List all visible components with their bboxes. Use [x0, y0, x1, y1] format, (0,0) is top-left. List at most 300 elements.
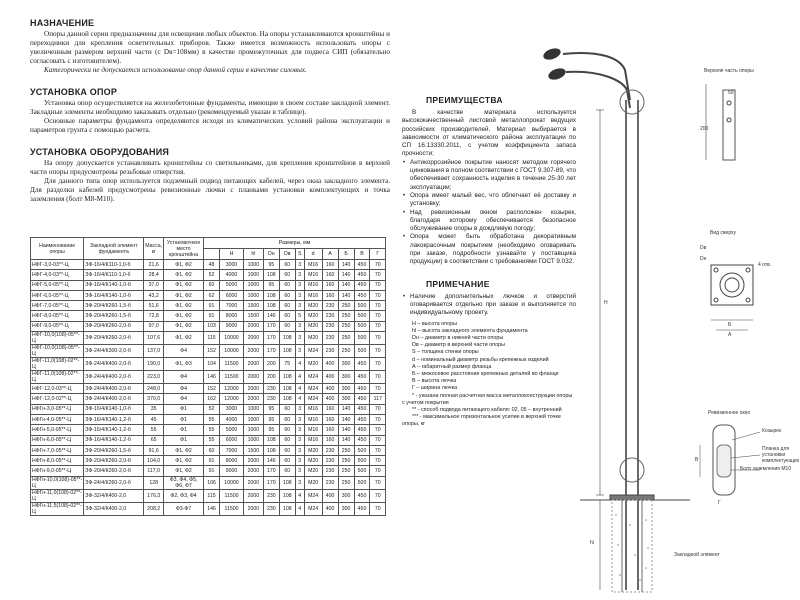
table-cell: 450 [354, 489, 370, 502]
table-row [31, 260, 386, 270]
upper-part-label: Верхняя часть опоры [704, 68, 754, 74]
table-cell: 2000 [243, 358, 263, 371]
table-cell: 2000 [243, 456, 263, 466]
table-cell: 55 [144, 425, 164, 435]
table-row [31, 371, 386, 384]
legend-item: ** - способ подвода питающего кабеля: 02, 05 – внутренний [412, 406, 562, 413]
equipment-paragraph-2: Для данного типа опор используется подземный подвод питающих кабелей, через окна закладного элемента. Для разделки кабелей предусмотрены ревизионные лючки с планками установки комплектующих и точка заземления (болт М8-М10). [30, 177, 390, 203]
table-cell: ЗФ-20/4/К260-2,0-б [84, 321, 144, 331]
table-cell: 140 [338, 404, 354, 414]
table-cell: 37,0 [144, 280, 164, 290]
spec-table-body [31, 260, 386, 516]
dims-header-cell: В [354, 249, 370, 260]
table-cell: 4 [295, 384, 304, 394]
table-row [31, 270, 386, 280]
flange-hole-4 [746, 298, 750, 302]
table-cell: 9000 [220, 466, 244, 476]
table-cell: 400 [322, 489, 338, 502]
table-cell: 95 [263, 404, 279, 414]
table-cell: 370,0 [144, 394, 164, 404]
table-cell: 190,0 [144, 358, 164, 371]
table-cell: М20 [304, 456, 322, 466]
table-cell: 450 [354, 270, 370, 280]
legend-item: H – высота опоры [412, 320, 457, 327]
table-cell: 60 [279, 435, 295, 445]
table-cell: 300 [338, 371, 354, 384]
table-cell: 250 [338, 311, 354, 321]
table-cell: 230 [322, 445, 338, 455]
table-header-embed: Закладной элемент фундамента [84, 238, 144, 260]
table-cell: 450 [354, 404, 370, 414]
table-cell: 35 [144, 404, 164, 414]
table-cell: 152 [204, 384, 220, 394]
table-cell: 170 [263, 476, 279, 489]
legend-item: В – высота лючка [412, 378, 457, 385]
purpose-paragraph: Опоры данной серии предназначены для освещения любых объектов. На опоры устанавливаются кронштейны и переходники для крепления осветительных приборов. Также имеется возможность использовать опоры с увеличенным размером верхней части (с Dв=108мм) в качестве промежуточных для подвеса СИП (обязательно согласовать с изготовителем). [30, 30, 390, 65]
table-cell: 230 [322, 321, 338, 331]
table-cell: 60 [279, 301, 295, 311]
table-header-name: Наименование опоры [31, 238, 84, 260]
table-cell: 48 [204, 260, 220, 270]
table-cell: 3 [295, 476, 304, 489]
notes-bullet: • Наличие дополнительных лючков и отверстий оговаривается отдельно при заказе и выполняется по индивидуальному проекту. [402, 293, 576, 318]
table-cell: 2000 [243, 489, 263, 502]
table-cell: Ф3-Ф7 [164, 502, 204, 515]
top-view-label: Вид сверху [710, 230, 737, 236]
table-cell: Ф1, Ф2 [164, 270, 204, 280]
table-cell: 1000 [243, 404, 263, 414]
table-row [31, 301, 386, 311]
table-cell: ЗФ-16/4/К110-1,0-б [84, 260, 144, 270]
table-cell: 146 [263, 311, 279, 321]
table-cell: НФГ-3,0-03**-Ц [31, 260, 84, 270]
table-cell: ЗФ-20/4/К260-2,0-б [84, 456, 144, 466]
table-row [31, 358, 386, 371]
table-cell: ЗФ-32/4/К400-2,0 [84, 489, 144, 502]
table-cell: 3 [295, 425, 304, 435]
table-cell: 3 [295, 260, 304, 270]
table-header-bracket: Установочное место кронштейна [164, 238, 204, 260]
table-cell: НФГ-10,0(108)-05**-Ц [31, 345, 84, 358]
table-row [31, 290, 386, 300]
table-cell: 60 [279, 280, 295, 290]
table-cell: 60 [279, 466, 295, 476]
table-cell: 450 [354, 414, 370, 424]
table-cell: ЗФ-24/4/К260-2,0-б [84, 476, 144, 489]
table-cell: 60 [279, 425, 295, 435]
legend-item: S – толщина стенки опоры [412, 349, 479, 356]
table-cell: 4000 [220, 270, 244, 280]
dims-header-cell: H [220, 249, 244, 260]
table-cell: 3 [295, 466, 304, 476]
table-cell: 2000 [243, 476, 263, 489]
table-cell: М20 [304, 301, 322, 311]
table-cell: 60 [279, 321, 295, 331]
table-cell: 170 [263, 332, 279, 345]
table-cell: 140 [338, 425, 354, 435]
v-dimension-label: В [695, 457, 699, 463]
table-cell: 146 [263, 456, 279, 466]
table-cell: Ф1 [164, 435, 204, 445]
table-row [31, 384, 386, 394]
table-cell: 70 [370, 489, 386, 502]
table-cell: 450 [354, 358, 370, 371]
table-cell: 3000 [220, 404, 244, 414]
table-cell: 70 [370, 358, 386, 371]
table-cell: 70 [370, 321, 386, 331]
install-paragraph-2: Основные параметры фундамента определяются исходя из климатических условий района эксплуатации и параметров грунта с помощью расчета. [30, 117, 390, 134]
table-cell: 140 [338, 414, 354, 424]
table-cell: 5 [295, 311, 304, 321]
table-cell: Ф2, Ф3, Ф4 [164, 489, 204, 502]
table-cell: ЗФ-24/4/К400-2,0-б [84, 358, 144, 371]
embed-label: Закладной элемент [674, 552, 720, 558]
table-cell: 160 [322, 260, 338, 270]
table-cell: 8000 [220, 311, 244, 321]
table-cell: НФГ-11,0(108)-02**-Ц [31, 371, 84, 384]
table-cell: 223,0 [144, 371, 164, 384]
table-cell: 91 [204, 456, 220, 466]
table-cell: ЗФ-16/4/К140-1,2-б [84, 425, 144, 435]
table-cell: 300 [338, 384, 354, 394]
table-cell: 250 [338, 476, 354, 489]
foundation-block [612, 500, 652, 592]
advantage-item: • Опора имеет малый вес, что облегчает её доставку и установку; [402, 192, 576, 209]
table-cell: 60 [204, 280, 220, 290]
lower-detail-circle [620, 458, 644, 482]
table-header-mass: Масса, кг [144, 238, 164, 260]
table-cell: 108 [279, 332, 295, 345]
table-cell: НФГ-12,0-02**-Ц [31, 394, 84, 404]
table-cell: 55 [204, 425, 220, 435]
table-cell: 500 [354, 345, 370, 358]
flange-inner-circle [725, 278, 739, 292]
table-cell: 450 [354, 502, 370, 515]
dims-header-cell: A [322, 249, 338, 260]
table-cell: М24 [304, 502, 322, 515]
table-cell: 4 [295, 358, 304, 371]
table-cell: 500 [354, 456, 370, 466]
table-cell: 70 [370, 260, 386, 270]
table-cell: 95 [263, 425, 279, 435]
revision-window-opening [717, 445, 731, 477]
table-cell: 137,0 [144, 345, 164, 358]
table-cell: 3 [295, 435, 304, 445]
table-cell: 97,0 [144, 321, 164, 331]
table-cell: НФГн-11,5(108)-02**-Ц [32, 502, 82, 515]
flange-hole-2 [746, 268, 750, 272]
table-cell: ЗФ-20/4/К260-2,0-б [84, 332, 144, 345]
table-cell: 3 [295, 301, 304, 311]
table-cell: 500 [354, 332, 370, 345]
table-cell: НФГн-6,0-05**-Ц [31, 435, 84, 445]
table-cell: 106 [204, 476, 220, 489]
table-cell: Ф4 [164, 384, 204, 394]
table-cell: 230 [263, 394, 279, 404]
table-cell: Ф1, Ф2 [164, 260, 204, 270]
advantages-heading: ПРЕИМУЩЕСТВА [426, 95, 503, 105]
hl-dimension-label: hl [590, 540, 594, 546]
table-cell: 3000 [220, 260, 244, 270]
table-cell: М20 [304, 358, 322, 371]
legend-item: Dв – диаметр в верхней части опоры [412, 342, 505, 349]
table-cell: ЗФ-20/4/К260-2,0-б [84, 466, 144, 476]
table-cell: 70 [370, 414, 386, 424]
table-cell: 230 [263, 502, 279, 515]
table-cell: 4 [295, 371, 304, 384]
table-cell: 152 [204, 345, 220, 358]
table-cell: 450 [354, 371, 370, 384]
dims-header-cell: Г [370, 249, 386, 260]
table-cell: 500 [354, 321, 370, 331]
table-cell: 108 [263, 290, 279, 300]
table-cell: ЗФ-24/4/К300-2,0-б [84, 345, 144, 358]
table-cell: 104,0 [144, 456, 164, 466]
table-cell: 108 [279, 384, 295, 394]
table-cell: 10000 [220, 332, 244, 345]
table-cell: 1000 [243, 414, 263, 424]
table-cell: 160 [322, 404, 338, 414]
table-cell: 300 [338, 394, 354, 404]
table-cell: М16 [304, 425, 322, 435]
table-cell: НФГн-3,0-05**-Ц [31, 404, 84, 414]
table-cell: 1500 [243, 311, 263, 321]
table-cell: 4 [295, 502, 304, 515]
table-cell: Ф1 [164, 404, 204, 414]
table-row [31, 435, 386, 445]
table-cell: Ф3, Ф4, Ф5, Ф6, Ф7 [164, 476, 204, 489]
table-cell: 70 [370, 301, 386, 311]
table-cell: Ф1, Ф2 [164, 321, 204, 331]
visor-label: Козырек [762, 428, 782, 434]
dn-label: Dн [700, 256, 707, 262]
mount-hole-2 [727, 118, 731, 122]
legend-item: d – номинальный диаметр резьбы крепежных изделий [412, 356, 549, 363]
table-cell: 52 [204, 270, 220, 280]
table-cell: 450 [354, 384, 370, 394]
table-cell: М16 [304, 414, 322, 424]
table-cell: 70 [370, 445, 386, 455]
table-cell: НФГ-12,0-03**-Ц [31, 384, 84, 394]
table-cell: 70 [370, 502, 386, 515]
table-cell: 70 [370, 371, 386, 384]
table-cell: 91 [204, 301, 220, 311]
table-cell: 70 [370, 311, 386, 321]
a-dimension-label: А [728, 332, 732, 338]
notes-heading: ПРИМЕЧАНИЕ [426, 278, 490, 289]
table-cell: Ф1, Ф2 [164, 332, 204, 345]
table-cell: 146 [204, 502, 220, 515]
purpose-heading: НАЗНАЧЕНИЕ [30, 18, 95, 28]
table-cell: 3 [295, 456, 304, 466]
table-cell: 2000 [243, 384, 263, 394]
table-cell: 60 [279, 290, 295, 300]
dims-header-cell: S [295, 249, 304, 260]
table-cell: 160 [322, 270, 338, 280]
table-cell: М16 [304, 290, 322, 300]
table-cell: 5000 [220, 425, 244, 435]
table-cell: 250 [338, 332, 354, 345]
table-cell: М16 [304, 270, 322, 280]
table-cell: 146 [204, 371, 220, 384]
table-cell: 21,6 [144, 260, 164, 270]
lamp-upper [542, 46, 562, 62]
table-cell: НФГн-9,0-05**-Ц [31, 466, 84, 476]
table-cell: 400 [322, 502, 338, 515]
table-cell: 3 [295, 321, 304, 331]
upper-arm [563, 53, 630, 100]
table-cell: 2000 [243, 321, 263, 331]
table-cell: 75 [279, 358, 295, 371]
table-cell: 2000 [243, 345, 263, 358]
table-cell: 70 [370, 435, 386, 445]
table-cell: 51,6 [144, 301, 164, 311]
table-cell: Ф1, Ф2 [164, 311, 204, 321]
table-cell: 9000 [220, 321, 244, 331]
table-row [31, 445, 386, 455]
equipment-heading: УСТАНОВКА ОБОРУДОВАНИЯ [30, 147, 170, 157]
table-row [31, 414, 386, 424]
dv-label: Dв [700, 245, 707, 251]
table-cell: ЗФ-16/4/К140-1,2-б [84, 435, 144, 445]
table-cell: 176,3 [144, 489, 164, 502]
table-cell: 11500 [220, 502, 244, 515]
table-cell: 103 [204, 321, 220, 331]
table-cell: 230 [322, 476, 338, 489]
table-cell: Ф1, Ф2 [164, 466, 204, 476]
table-cell: 108 [279, 476, 295, 489]
table-cell: 2000 [243, 394, 263, 404]
table-cell: 230 [263, 489, 279, 502]
table-cell: 250 [338, 445, 354, 455]
table-cell: 300 [338, 358, 354, 371]
table-cell: 500 [354, 476, 370, 489]
table-cell: 200 [263, 371, 279, 384]
table-cell: 400 [322, 358, 338, 371]
b-dimension-label: Б [728, 322, 732, 328]
table-cell: 500 [354, 311, 370, 321]
table-cell: 128 [144, 476, 164, 489]
table-cell: 208,2 [144, 502, 164, 515]
left-column [30, 12, 390, 204]
table-cell: 300 [338, 502, 354, 515]
table-cell: 60 [279, 270, 295, 280]
lamp-lower [547, 66, 567, 82]
table-cell: 60 [279, 311, 295, 321]
table-cell: М16 [304, 404, 322, 414]
table-header-dims: Размеры, мм [204, 238, 386, 249]
table-cell: М16 [304, 260, 322, 270]
table-cell: 450 [354, 435, 370, 445]
table-cell: ЗФ-24/4/К400-2,0-б [84, 394, 144, 404]
table-cell: 160 [322, 290, 338, 300]
table-cell: ЗФ-24/4/К400-2,0-б [84, 384, 144, 394]
table-cell: 72,8 [144, 311, 164, 321]
table-cell: ЗФ-32/4/К400-2,0 [84, 502, 144, 515]
table-cell: 60 [279, 260, 295, 270]
flange-hole-1 [714, 268, 718, 272]
table-cell: 104 [204, 358, 220, 371]
mount-hole-1 [727, 101, 731, 105]
advantage-item: • Над ревизионным окном расположен козырек, благодаря которому обеспечивается безопасное обслуживание опоры в дождливую погоду; [402, 209, 576, 234]
table-cell: 108 [279, 502, 295, 515]
table-cell: М16 [304, 435, 322, 445]
table-row [31, 345, 386, 358]
table-cell: 140 [338, 290, 354, 300]
table-cell: М24 [304, 384, 322, 394]
table-cell: ЗФ-16/4/К140-1,0-б [84, 290, 144, 300]
table-cell: 248,0 [144, 384, 164, 394]
plank-label: Планка для установки комплектующих [762, 446, 800, 464]
table-cell: М24 [304, 345, 322, 358]
table-cell: 60 [279, 414, 295, 424]
table-cell: Ф1, Ф2 [164, 445, 204, 455]
table-row [31, 311, 386, 321]
advantages-paragraph: В качестве материала используется высококачественный листовой металлопрокат ведущих российских производителей. Материал выбирается в зависимости от климатического района эксплуатации по СП 16.13330.2011, с учетом коэффициента запаса прочности; [402, 109, 576, 158]
table-cell: 10000 [220, 476, 244, 489]
table-cell: 250 [338, 345, 354, 358]
table-cell: 108 [263, 270, 279, 280]
legend-item: hl – высота закладного элемента фундамента [412, 327, 528, 334]
table-cell: 1500 [243, 445, 263, 455]
table-row [31, 489, 386, 502]
table-cell: 4 [295, 489, 304, 502]
table-cell: М16 [304, 280, 322, 290]
table-cell: Ф1 [164, 414, 204, 424]
table-cell: 1000 [243, 290, 263, 300]
table-cell: Ф1, Ф2 [164, 301, 204, 311]
table-row [31, 394, 386, 404]
table-cell: 108 [279, 489, 295, 502]
table-cell: 400 [322, 371, 338, 384]
table-row [31, 476, 386, 489]
table-cell: 160 [322, 435, 338, 445]
table-cell: 62 [204, 290, 220, 300]
table-cell: 450 [354, 280, 370, 290]
table-cell: 140 [338, 435, 354, 445]
table-cell: 160 [322, 414, 338, 424]
install-heading: УСТАНОВКА ОПОР [30, 87, 118, 97]
purpose-warning: Категорически не допускается использование опор данной серии в качестве силовых. [44, 66, 307, 74]
table-row [31, 466, 386, 476]
table-cell: 5000 [220, 280, 244, 290]
table-cell: ЗФ-16/4/К140-1,0-б [84, 404, 144, 414]
table-cell: 70 [370, 456, 386, 466]
table-cell: 3 [295, 404, 304, 414]
table-cell: 3 [295, 445, 304, 455]
flange-pole-circle [720, 273, 744, 297]
table-cell: Ф1 [164, 425, 204, 435]
table-cell: 450 [354, 425, 370, 435]
table-cell: 1000 [243, 260, 263, 270]
table-cell: 250 [338, 321, 354, 331]
table-cell: 450 [354, 290, 370, 300]
h-dimension-label: H [604, 300, 608, 306]
table-cell: 3 [295, 280, 304, 290]
table-cell: 450 [354, 394, 370, 404]
table-cell: НФГ-4,0-03**-Ц [31, 270, 84, 280]
table-cell: 70 [370, 290, 386, 300]
table-cell: 117,0 [144, 466, 164, 476]
table-cell: 115 [204, 332, 220, 345]
table-cell: 11500 [220, 371, 244, 384]
legend-item: Dн – диаметр в нижней части опоры [412, 334, 504, 341]
table-cell: 1000 [243, 425, 263, 435]
table-cell: 55 [204, 435, 220, 445]
legend-item: Г – ширина лючка [412, 385, 458, 392]
flange-hole-3 [714, 298, 718, 302]
table-cell: 170 [263, 345, 279, 358]
